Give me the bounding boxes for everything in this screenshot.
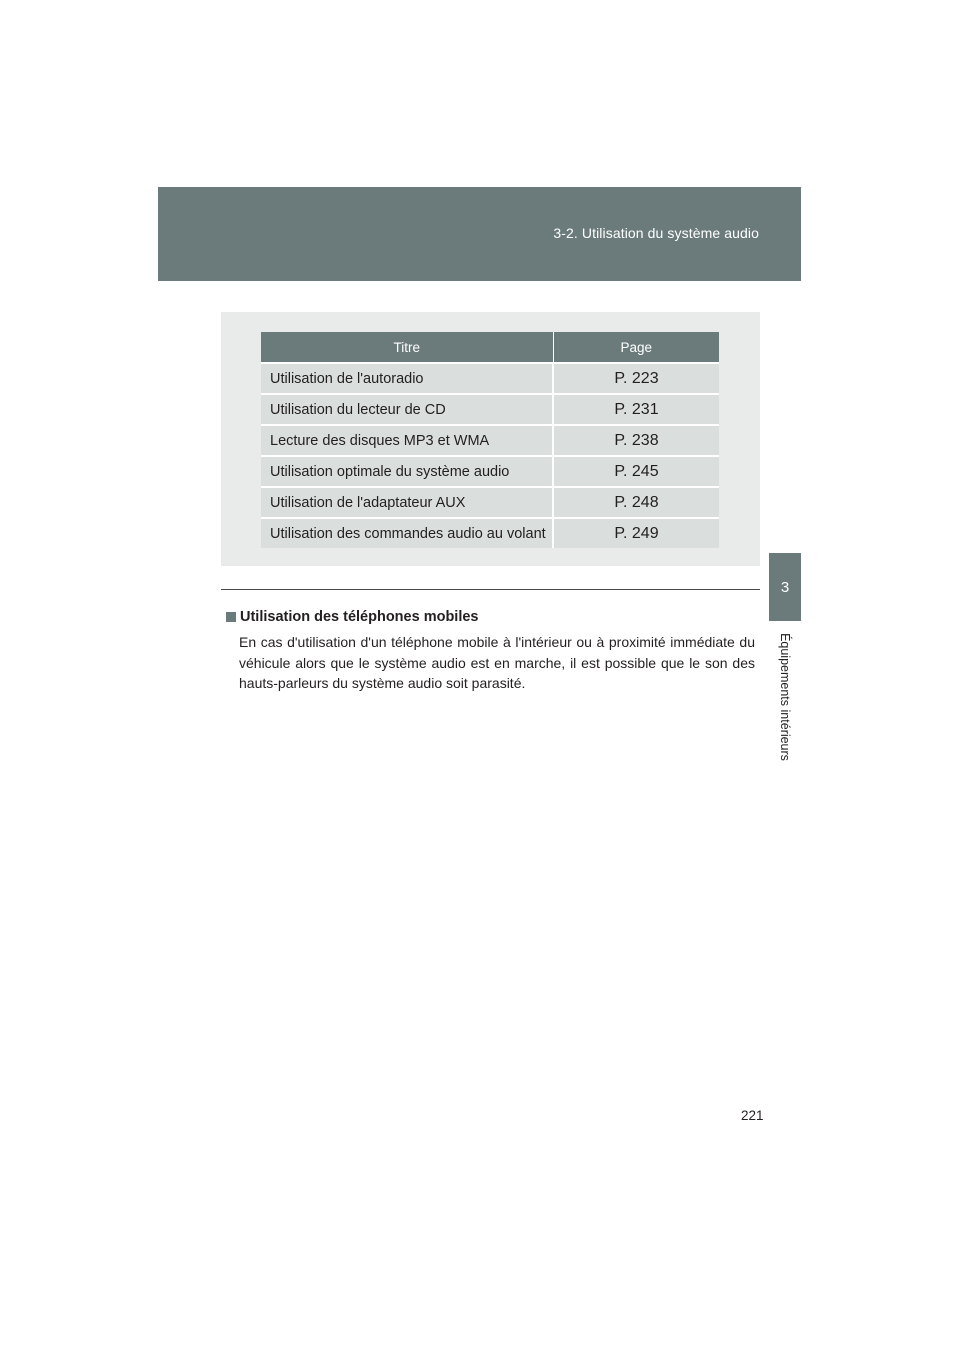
row-page: P. 248 (553, 487, 719, 518)
row-title: Utilisation des commandes audio au volant (261, 518, 553, 548)
section-divider (221, 589, 760, 590)
page-number: 221 (741, 1108, 764, 1123)
table-row (261, 518, 719, 548)
row-title: Utilisation du lecteur de CD (261, 394, 553, 425)
table-row (261, 363, 719, 394)
row-page: P. 231 (553, 394, 719, 425)
row-page: P. 223 (553, 363, 719, 394)
chapter-number: 3 (780, 578, 790, 596)
row-title: Utilisation de l'autoradio (261, 363, 553, 394)
note-body: En cas d'utilisation d'un téléphone mobile à l'intérieur ou à proximité immédiate du véhicule alors que le système audio est en marche, il est possible que le son des hauts-parleurs du système audio soit parasité. (239, 634, 755, 691)
note-heading-text: Utilisation des téléphones mobiles (240, 609, 479, 625)
chapter-tab (769, 553, 801, 621)
table-header-row (261, 332, 719, 363)
note-heading (226, 609, 755, 625)
row-title: Utilisation optimale du système audio (261, 456, 553, 487)
row-page: P. 245 (553, 456, 719, 487)
row-page: P. 249 (553, 518, 719, 548)
chapter-label: Équipements intérieurs (778, 633, 792, 761)
table-row (261, 425, 719, 456)
section-title: 3-2. Utilisation du système audio (553, 225, 759, 241)
row-page: P. 238 (553, 425, 719, 456)
table-row (261, 394, 719, 425)
square-bullet-icon (226, 612, 236, 622)
row-title: Lecture des disques MP3 et WMA (261, 425, 553, 456)
contents-panel (221, 312, 760, 566)
row-title: Utilisation de l'adaptateur AUX (261, 487, 553, 518)
column-header-page: Page (553, 332, 719, 363)
table-row (261, 456, 719, 487)
note-section (226, 609, 755, 694)
column-header-title: Titre (261, 332, 553, 363)
table-row (261, 487, 719, 518)
header-band (158, 187, 801, 281)
contents-table (261, 332, 719, 548)
